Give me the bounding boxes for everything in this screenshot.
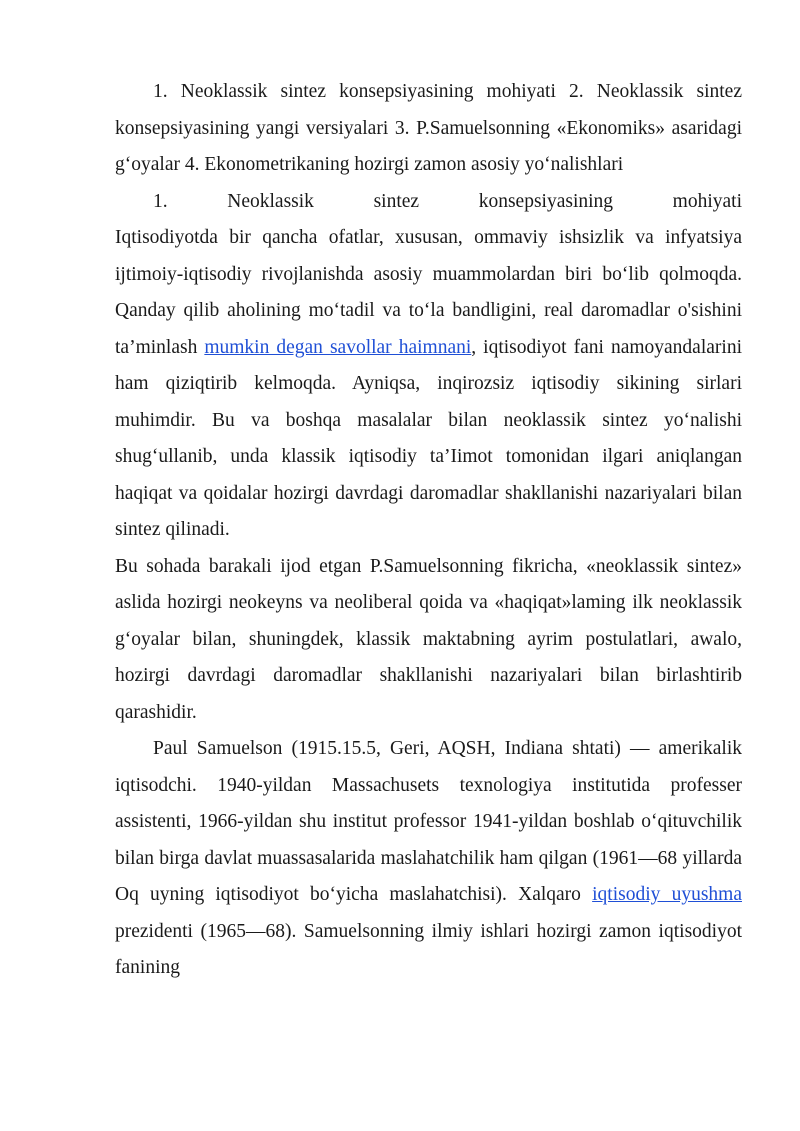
outline-paragraph: 1. Neoklassik sintez konsepsiyasining mohiyati 2. Neoklassik sintez konsepsiyasining yangi versiyalari 3. P.Samuelsonning «Ekonomiks» asaridagi g‘oyalar 4. Ekonometrikaning hozirgi zamon asosiy yo‘nalishlari xyxy=(115,81,742,175)
section-paragraph xyxy=(115,184,742,549)
section-heading: 1. Neoklassik sintez konsepsiyasining mohiyati xyxy=(153,190,742,212)
bio-text-b: prezidenti (1965—68). Samuelsonning ilmiy ishlari hozirgi zamon iqtisodiyot fanining xyxy=(115,920,742,978)
samuelson-view-paragraph: Bu sohada barakali ijod etgan P.Samuelsonning fikricha, «neoklassik sintez» aslida hozirgi neokeyns va neoliberal qoida va «haqiqat»laming ilk neoklassik g‘oyalar bilan, shuningdek, klassik maktabning ayrim postulatlari, awalo, hozirgi davrdagi daromadlar shakllanishi nazariyalari bilan birlashtirib qarashidir. xyxy=(115,555,742,723)
samuelson-bio-paragraph xyxy=(115,731,742,987)
savollar-link[interactable]: mumkin degan savollar haimnani xyxy=(204,336,472,358)
iqtisodiy-uyushma-link[interactable]: iqtisodiy uyushma xyxy=(592,884,742,905)
document-body xyxy=(115,74,742,987)
section-text-b: , iqtisodiyot fani namoyandalarini ham qiziqtirib kelmoqda. Ayniqsa, inqirozsiz iqtisodiy sikining sirlari muhimdir. Bu va boshqa masalalar bilan neoklassik sintez yo‘nalishi shug‘ullanib, unda klassik iqtisodiy ta’Iimot tomonidan ilgari aniqlangan haqiqat va qoidalar hozirgi davrdagi daromadlar shakllanishi nazariyalari bilan sintez qilinadi. xyxy=(115,336,742,540)
bio-text-a: Paul Samuelson (1915.15.5, Geri, AQSH, Indiana shtati) — amerikalik iqtisodchi. 1940-yildan Massachusets texnologiya institutida professer assistenti, 1966-yildan shu institut professor 1941-yildan boshlab o‘qituvchilik bilan birga davlat muassasalarida maslahatchilik ham qilgan (1961—68 yillarda Oq uyning iqtisodiyot bo‘yicha maslahatchisi). Xalqaro xyxy=(115,738,742,905)
section-text-a: Iqtisodiyotda bir qancha ofatlar, xususan, ommaviy ishsizlik va infyatsiya ijtimoiy-iqtisodiy rivojlanishda asosiy muammolardan biri bo‘lib qolmoqda. Qanday qilib aholining mo‘tadil va to‘la bandligini, real daromadlar o'sishini ta’minlash xyxy=(115,227,742,358)
